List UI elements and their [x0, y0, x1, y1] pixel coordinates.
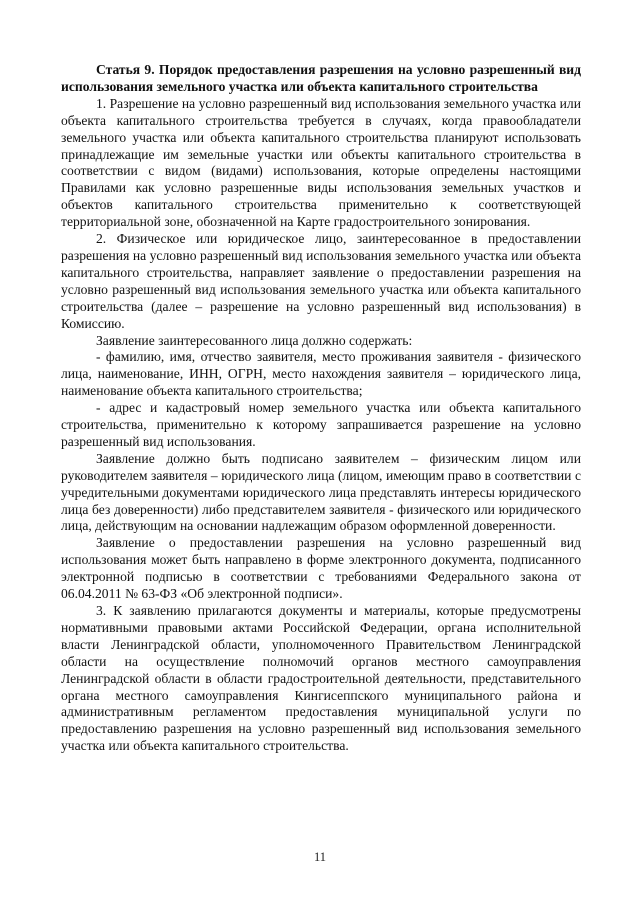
page-number: 11	[313, 850, 327, 864]
list-item-applicant-details: - фамилию, имя, отчество заявителя, место проживания заявителя - физического лица, наименование, ИНН, ОГРН, место нахождения заявителя – юридического лица, наименование объекта капитального строительства;	[61, 349, 581, 399]
article-heading: Статья 9. Порядок предоставления разрешения на условно разрешенный вид использования земельного участка или объекта капитального строительства	[61, 62, 581, 94]
paragraph-2: 2. Физическое или юридическое лицо, заинтересованное в предоставлении разрешения на условно разрешенный вид использования земельного участка или объекта капитального строительства, направляет заявление о предоставлении разрешения на условно разрешенный вид использования земельного участка или объекта капитального строительства (далее – разрешение на условно разрешенный вид использования) в Комиссию.	[61, 231, 581, 331]
paragraph-signature: Заявление должно быть подписано заявителем – физическим лицом или руководителем заявителя – юридического лица (лицом, имеющим право в соответствии с учредительными документами юридического лица представлять интересы юридического лица без доверенности) либо представителем заявителя - физического или юридического лица, действующим на основании надлежащим образом оформленной доверенности.	[61, 450, 581, 534]
paragraph-electronic-form: Заявление о предоставлении разрешения на условно разрешенный вид использования может быть направлено в форме электронного документа, подписанного электронной подписью в соответствии с требованиями Федерального закона от 06.04.2011 № 63-ФЗ «Об электронной подписи».	[61, 535, 581, 602]
paragraph-application-contents: Заявление заинтересованного лица должно содержать:	[96, 332, 413, 348]
paragraph-1: 1. Разрешение на условно разрешенный вид использования земельного участка или объекта капитального строительства требуется в случаях, когда правообладатели земельного участка или объекта капитального строительства планируют использовать принадлежащие им земельные участки или объекты капитального строительства в соответствии с видом (видами) использования, которые определены настоящими Правилами как условно разрешенные виды использования земельных участков и объектов капитального строительства применительно к соответствующей территориальной зоне, обозначенной на Карте градостроительного зонирования.	[61, 95, 581, 230]
list-item-address-cadastral: - адрес и кадастровый номер земельного участка или объекта капитального строительства, применительно к которому запрашивается разрешение на условно разрешенный вид использования.	[61, 400, 581, 449]
document-body	[61, 62, 581, 755]
paragraph-3: 3. К заявлению прилагаются документы и материалы, которые предусмотрены нормативными правовыми актами Российской Федерации, органа исполнительной власти Ленинградской области, уполномоченного Правительством Ленинградской области на осуществление полномочий органов местного самоуправления Ленинградской области в области градостроительной деятельности, представительного органа местного самоуправления Кингисеппского муниципального района и административным регламентом предоставления муниципальной услуги по предоставлению разрешения на условно разрешенный вид использования земельного участка или объекта капитального строительства.	[61, 603, 581, 754]
